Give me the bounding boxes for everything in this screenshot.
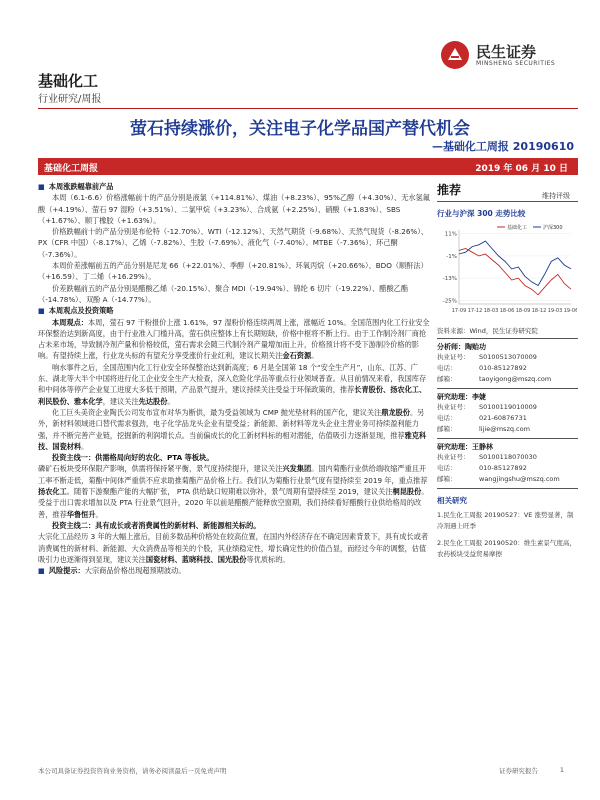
page-number: 1	[559, 766, 564, 774]
paragraph-safety: 响水事件之后，全国范围内化工行业安全环保整治达到新高度；6 月是全国第 18 个“安全生产月”，山东、江苏、广东、湖北等大半个中国将进行化工企业安全生产大检查，深入危险化学品等重点行业领域普查。从目前情况来看，我国库存和中间体等停产企业复工进度大多低于预期，产品景气提升，建议持续关注受益于环保政策的，推荐长青股份、扬农化工、利民股份、雅本化学，建议关注先达股份。	[38, 362, 427, 406]
bullet-icon: ■	[38, 566, 45, 576]
x-tick-label: 18-06	[499, 308, 515, 314]
side-divider	[437, 388, 578, 389]
chart-source: 资料来源：Wind，民生证券研究院	[437, 327, 538, 335]
side-divider	[437, 438, 578, 439]
logo-en: MINSHENG SECURITIES	[476, 59, 556, 67]
y-tick-label: -25%	[442, 298, 457, 305]
analyst-heading: 分析师：陶贻功	[437, 343, 486, 351]
analyst-list	[437, 342, 578, 489]
analyst-info-row: 执业证号： S0100513070009	[437, 353, 537, 361]
footer-report-type: 证券研究报告	[499, 767, 538, 775]
y-tick-label: -1%	[446, 253, 457, 260]
section-heading-1: ■ 本周涨跌幅靠前产品	[38, 182, 114, 191]
analyst-heading: 研究助理：李婕	[437, 393, 486, 401]
paragraph-weekly-view: 本周观点：本周，萤石 97 干粉报价上涨 1.61%，97 湿粉价格连续两周上涨，涨幅近 10%。全国范围内化工行业安全环保整治达到新高度，由于行业准入门槛升高，萤石供应整体上有长期短缺，价格中枢将不断上行。由于工作制冷剂厂商抢占未来市场，导致制冷剂产量和价格较低，萤石需求会随三代制冷剂产量增加而上升，价格预计将不受下游制冷价格的影响。有望持续上涨，行业龙头标的有望充分享受涨价行业红利，建议长期关注金石资源。	[38, 317, 430, 361]
analyst-info-row: 执业证号： S0100119010009	[437, 403, 537, 411]
recommend-label: 推荐	[437, 183, 462, 197]
related-research-item[interactable]: 2.民生化工周报 20190520：维生素景气度高，农药板块受益贸易摩擦	[437, 539, 576, 558]
legend-label: 沪深300	[543, 225, 563, 231]
paragraph-spread-gainers: 本周价差涨幅前五的产品分别是尼龙 66（+22.01%）、季醇（+20.81%）、环氧丙烷（+20.66%）、BDO（顺酐法）（+16.59）、丁二烯（+16.29%）。	[38, 261, 428, 282]
y-tick-label: 11%	[444, 231, 457, 238]
analyst-info-row: 邮箱： lijie@mszq.com	[437, 425, 530, 433]
analyst-info-row: 邮箱： taoyigong@mszq.com	[437, 375, 552, 383]
report-title: 萤石持续涨价，关注电子化学品国产替代机会	[130, 119, 470, 139]
analyst-info-row: 电话： 010-85127892	[437, 364, 527, 372]
sector-name: 基础化工	[38, 72, 99, 90]
bar-date: 2019 年 06 月 10 日	[475, 164, 568, 174]
side-divider	[437, 338, 578, 339]
minsheng-logo-icon	[440, 40, 470, 70]
x-tick-label: 19-06	[563, 308, 577, 314]
paragraph-materials: 化工巨头美资企业陶氏公司发布宣布对华为断供，最为受益领域为 CMP 抛光垫材料的国产化，建议关注鼎龙股份。另外，新材料领域进口替代需求强劲，电子化学品龙头企业有望受益；新能源、新材料等龙头企业主营业务可持续盈利能力强，并不断完善产业链，挖掘新的利润增长点。当前偏成长的化工新材料标的相对潜能，估值吸引力逐渐显现，推荐雅克科技、国瓷材料。	[38, 407, 427, 451]
legend-label: 基础化工	[507, 225, 528, 231]
bullet-icon: ■	[38, 182, 45, 191]
section-bar	[38, 158, 578, 175]
related-header: 相关研究	[437, 496, 467, 505]
main-body	[38, 181, 430, 576]
section-heading-2: ■ 本周观点及投资策略	[38, 306, 114, 316]
x-tick-label: 17-09	[451, 308, 467, 314]
related-research-item[interactable]: 1.民生化工周报 20190527：VE 涨势显著，制冷剂遇上旺季	[437, 511, 574, 530]
paragraph-theme-2: 投资主线二：具有成长或者消费属性的新材料、新能源相关标的。	[52, 520, 261, 530]
paragraph-losers: 价格跌幅前十的产品分别是布伦特（-12.70%）、WTI（-12.12%）、天然气期货（-9.68%）、天然气现货（-8.26%）、PX（CFR 中国）（-8.17%）、乙烯（-7.82%）、生胶（-7.69%）、液化气（-7.40%）、MTBE（-7.36%）、环己酮（-7.36%）。	[38, 227, 429, 259]
x-tick-label: 17-12	[467, 308, 483, 314]
x-tick-label: 18-09	[515, 308, 531, 314]
side-panel	[437, 181, 578, 566]
series-line-0	[459, 249, 571, 295]
x-tick-label: 18-12	[531, 308, 547, 314]
analyst-info-row: 执业证号： S0100118070030	[437, 453, 537, 461]
bullet-icon: ■	[38, 306, 45, 316]
x-tick-label: 18-03	[483, 308, 499, 314]
risk-warning: ■ 风险提示：大宗商品价格出现超预期波动。	[38, 566, 186, 576]
rating-label: 维持评级	[542, 192, 570, 200]
related-research-list	[437, 510, 578, 560]
analyst-info-row: 电话： 010-85127892	[437, 464, 527, 472]
report-subtitle: —基础化工周报 20190610	[431, 140, 574, 153]
report-type: 行业研究/周报	[38, 94, 102, 105]
paragraph-theme-1-body: 磷矿石板块受环保限产影响，供需将保持紧平衡，景气度持续提升，建议关注兴发集团。国内菊酯行业供给端收缩严重且开工率不断走低，菊酯中间体严重供不应求助推菊酯产品价格上行。我们认为菊酯行业景气度有望持续至 2019 年，重点推荐扬农化工。随着下游聚酯产能的大幅扩张， PTA 供给缺口短期难以弥补，景气周期有望持续至 2019，建议关注桐昆股份。受益于出口需求增加以及 PTA 行业景气回升，2020 年以前是醋酸产能释放空窗期，我们持续看好醋酸行业供给格局的改善，推荐华鲁恒升。	[38, 464, 429, 519]
logo-cn: 民生证券	[476, 42, 537, 61]
company-logo	[440, 40, 580, 70]
footer-disclaimer: 本公司具备证券投资咨询业务资格，请务必阅读最后一页免责声明	[38, 767, 227, 775]
x-tick-label: 19-03	[547, 308, 563, 314]
paragraph-spread-losers: 价差跌幅前五的产品分别是醋酸乙烯（-20.15%）、聚合 MDI（-19.94%）、锦纶 6 切片（-19.22%）、醋酸乙酯（-14.78%）、双酚 A（-14.77%）。	[38, 283, 409, 304]
side-divider	[437, 201, 578, 202]
paragraph-theme-2-body: 大宗化工品经历 3 年的大幅上涨后，目前多数品种价格处在较高位置，在国内外经济存在不确定因素背景下，具有成长或者消费属性的新材料、新能源、大众消费品等相关的个股，其业绩稳定性，增长确定性的价值凸显，而经过今年的调整，估值吸引力也逐渐得到显现，建议关注国瓷材料、蓝晓科技、国光股份等优质标的。	[38, 532, 429, 564]
paragraph-theme-1: 投资主线一：供需格局向好的农化、PTA 等板块。	[52, 453, 214, 463]
chart-header: 行业与沪深 300 走势比较	[437, 209, 526, 218]
side-divider	[437, 488, 578, 489]
analyst-heading: 研究助理：王静林	[437, 443, 493, 451]
bar-left-label: 基础化工周报	[44, 164, 99, 174]
performance-chart	[437, 222, 577, 320]
y-tick-label: -13%	[442, 276, 457, 283]
analyst-info-row: 电话： 021-60876731	[437, 414, 527, 422]
paragraph-gainers: 本周（6.1-6.6）价格涨幅前十的产品分别是液氯（+114.81%）、煤油（+8.23%）、95%乙醇（+4.30%）、无水氢氟酸（+4.19%）、萤石 97 湿粉（+3.51%）、二氯甲烷（+3.23%）、合成氨（+2.25%）、硝酸（+1.83%）、SBS（+1.67%）、顺丁橡胶（+1.63%）。	[38, 193, 430, 225]
analyst-info-row: 邮箱： wangjingshu@mszq.com	[437, 475, 560, 483]
header-divider	[38, 108, 578, 109]
